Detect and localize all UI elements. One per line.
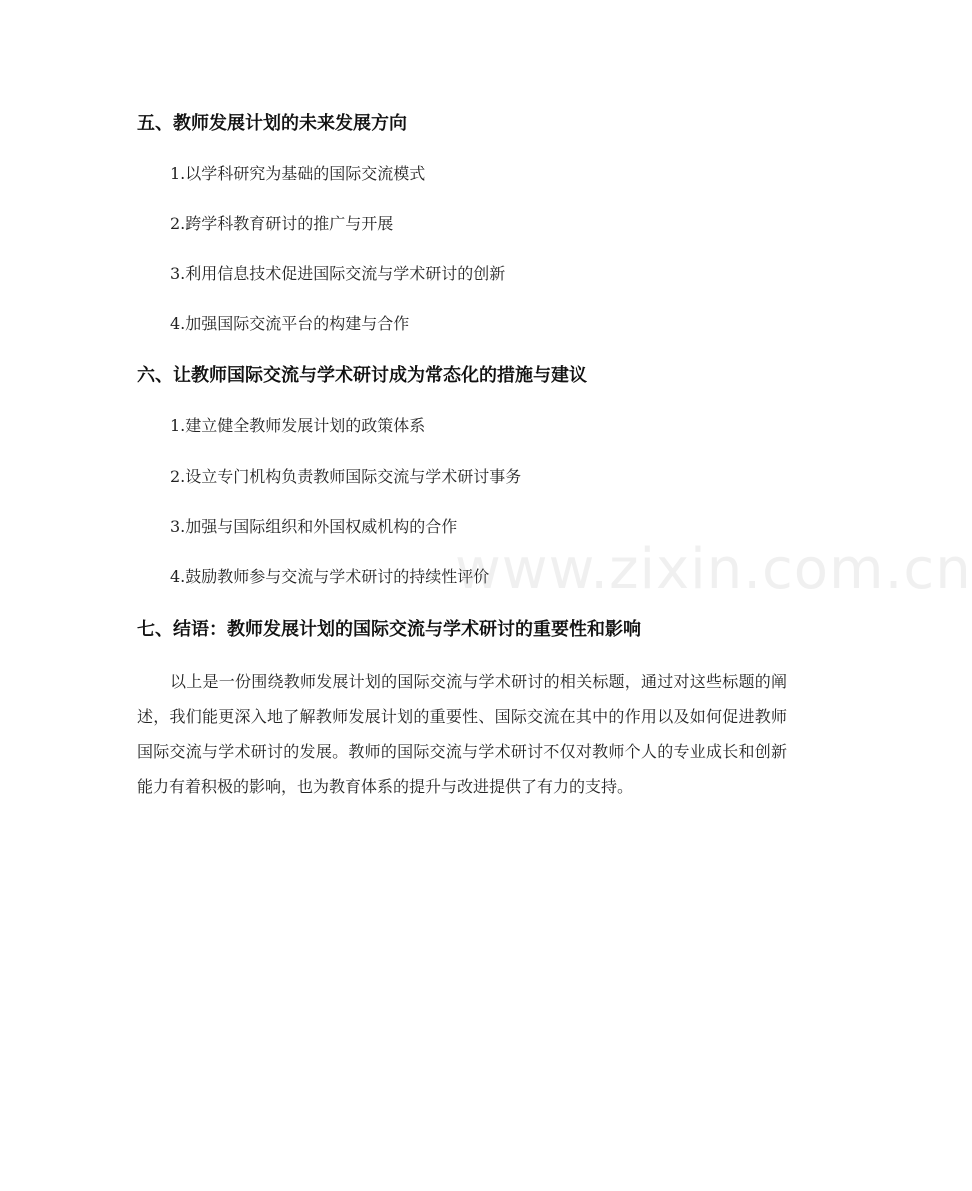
list-item: 3.利用信息技术促进国际交流与学术研讨的创新 — [170, 264, 506, 283]
list-item: 2.设立专门机构负责教师国际交流与学术研讨事务 — [170, 467, 522, 486]
watermark: www.zixin.com.cn — [455, 537, 972, 602]
section-heading-7: 七、结语：教师发展计划的国际交流与学术研讨的重要性和影响 — [137, 619, 641, 640]
section-heading-6: 六、让教师国际交流与学术研讨成为常态化的措施与建议 — [137, 365, 587, 386]
list-item: 4.鼓励教师参与交流与学术研讨的持续性评价 — [170, 567, 490, 586]
list-item: 1.建立健全教师发展计划的政策体系 — [170, 416, 426, 435]
list-item: 1.以学科研究为基础的国际交流模式 — [170, 164, 426, 183]
list-item: 2.跨学科教育研讨的推广与开展 — [170, 214, 394, 233]
list-item: 3.加强与国际组织和外国权威机构的合作 — [170, 517, 458, 536]
conclusion-paragraph: 以上是一份围绕教师发展计划的国际交流与学术研讨的相关标题，通过对这些标题的阐述，我们能更深入地了解教师发展计划的重要性、国际交流在其中的作用以及如何促进教师国际交流与学术研讨的发展。教师的国际交流与学术研讨不仅对教师个人的专业成长和创新能力有着积极的影响，也为教育体系的提升与改进提供了有力的支持。 — [137, 672, 787, 796]
section-heading-5: 五、教师发展计划的未来发展方向 — [137, 113, 407, 134]
list-item: 4.加强国际交流平台的构建与合作 — [170, 314, 410, 333]
